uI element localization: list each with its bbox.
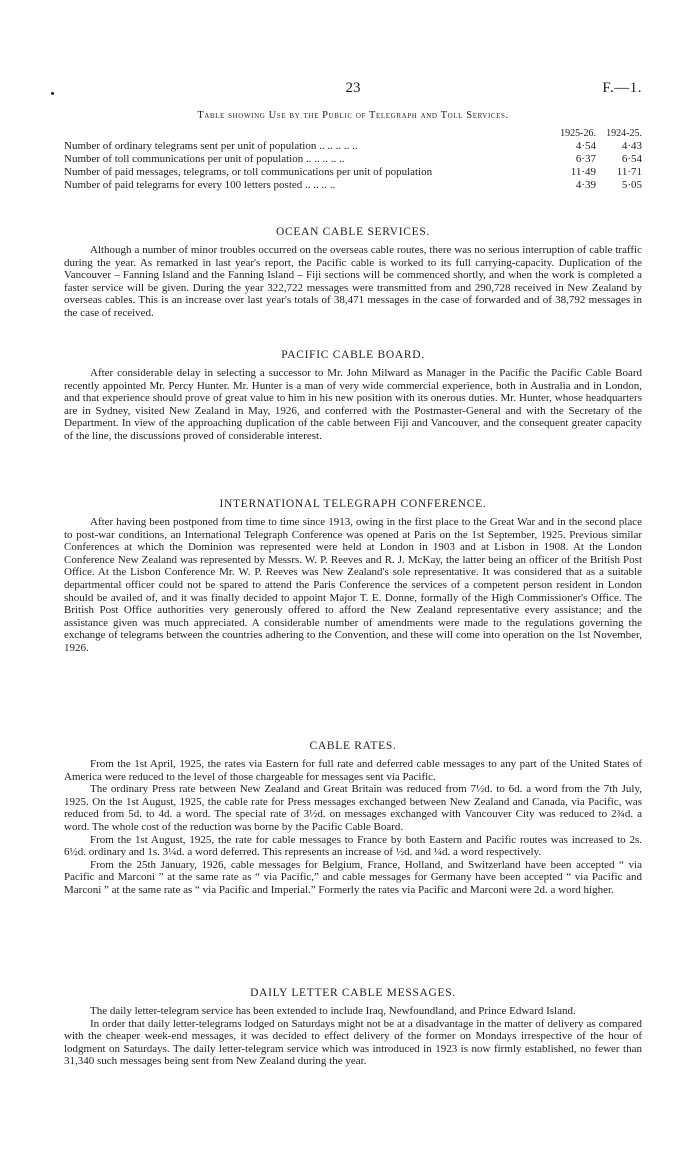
section-heading: DAILY LETTER CABLE MESSAGES. xyxy=(250,987,456,999)
row-value-1924-25: 11·71 xyxy=(616,166,642,178)
paragraph: After having been postponed from time to time since 1913, owing in the first place to the Great War and in the second place to post-war conditions, an International Telegraph Conference was opened at Paris on the 1st September, 1925. Previous similar Conferences at which the Dominion was represented were held at London in 1903 and at Lisbon in 1908. At the London Conference New Zealand was represented by Messrs. W. P. Reeves and R. J. McKay, the latter being an officer of the British Post Office. At the Lisbon Conference Mr. W. P. Reeves was New Zealand's sole representative. It was considered that as a suitable departmental officer could not be spared to attend the Paris Conference the services of a competent person resident in London should be availed of, and it was finally decided to appoint Major T. E. Donne, formally of the High Commissioner's Office. The British Post Office authorities very generously offered to afford the New Zealand representative every assistance; and the assistance given was much appreciated. A considerable number of amendments were made to the regulations governing the exchange of telegrams between the countries adhering to the Convention, and these will come into operation on the 1st November, 1926. xyxy=(64,516,642,654)
row-label: Number of toll communications per unit of population .. .. .. .. .. xyxy=(64,153,345,165)
row-value-1925-26: 4·39 xyxy=(575,179,596,191)
section-heading: OCEAN CABLE SERVICES. xyxy=(275,226,431,238)
paragraph: From the 1st August, 1925, the rate for cable messages to France by both Eastern and Pacific routes was increased to 2s. 6½d. ordinary and 1s. 3¼d. a word deferred. This represents an increase of ½d. and ¼d. a word respectively. xyxy=(64,833,642,859)
section-international-telegraph-conference xyxy=(64,498,642,655)
table-row xyxy=(64,140,642,153)
row-value-1924-25: 6·54 xyxy=(621,153,642,165)
row-label: Number of paid telegrams for every 100 letters posted .. .. .. .. xyxy=(64,179,336,191)
row-value-1925-26: 4·54 xyxy=(575,140,596,152)
paragraph: The ordinary Press rate between New Zealand and Great Britain was reduced from 7½d. to 6d. a word from the 7th July, 1925. On the 1st August, 1925, the cable rate for Press messages exchanged between New Zealand and Canada, via Pacific, was reduced from 5d. to 4d. a word. The special rate of 3½d. on messages exchanged with Vancouver City was reduced to 2¾d. a word. The whole cost of the reduction was borne by the Pacific Cable Board. xyxy=(64,783,642,833)
col-header-1925-26: 1925-26. xyxy=(560,128,596,139)
section-daily-letter-cable-messages xyxy=(64,987,642,1068)
table-row xyxy=(64,153,642,166)
row-label: Number of ordinary telegrams sent per unit of population .. .. .. .. .. xyxy=(64,140,358,152)
margin-mark xyxy=(51,92,54,95)
document-reference: F.—1. xyxy=(602,80,642,96)
section-ocean-cable-services xyxy=(64,226,642,320)
paragraph: The daily letter-telegram service has been extended to include Iraq, Newfoundland, and Prince Edward Island. xyxy=(90,1005,576,1017)
section-heading: CABLE RATES. xyxy=(309,740,397,752)
paragraph: From the 1st April, 1925, the rates via Eastern for full rate and deferred cable messages to any part of the United States of America were reduced to the level of those chargeable for messages sent via Pacific. xyxy=(64,758,642,783)
table-title: Table showing Use by the Public of Telegraph and Toll Services. xyxy=(197,110,509,121)
table-header-row xyxy=(64,127,642,140)
section-heading: PACIFIC CABLE BOARD. xyxy=(281,349,425,361)
table-row xyxy=(64,166,642,179)
paragraph: From the 25th January, 1926, cable messages for Belgium, France, Holland, and Switzerland have been accepted “ via Pacific and Marconi ” at the same rate as “ via Pacific,” and cable messages for Germany have been accepted “ via Pacific and Marconi ” at the same rate as “ via Pacific and Imperial.” Formerly the rates via Pacific and Marconi were 2d. a word higher. xyxy=(64,858,642,896)
usage-table xyxy=(64,127,642,192)
row-value-1925-26: 6·37 xyxy=(575,153,596,165)
page-number: 23 xyxy=(345,80,361,96)
paragraph: In order that daily letter-telegrams lodged on Saturdays might not be at a disadvantage in the matter of delivery as compared with the cheaper week-end messages, it was decided to effect delivery of the former on Mondays irrespective of the hour of lodgment on Saturdays. The daily letter-telegram service which was introduced in 1923 is now firmly established, no fewer than 31,340 such messages being sent from New Zealand during the year. xyxy=(64,1017,642,1068)
row-value-1924-25: 4·43 xyxy=(621,140,642,152)
row-value-1924-25: 5·05 xyxy=(621,179,642,191)
section-heading: INTERNATIONAL TELEGRAPH CONFERENCE. xyxy=(219,498,487,510)
section-pacific-cable-board xyxy=(64,349,642,443)
paragraph: Although a number of minor troubles occurred on the overseas cable routes, there was no serious interruption of cable traffic during the year. As remarked in last year's report, the Pacific cable is worked to its full carrying-capacity. Duplication of the Vancouver – Fanning Island and the Fanning Island – Fiji sections will be commenced shortly, and when the work is completed a faster service will be given. During the year 322,722 messages were transmitted from and 290,728 received in New Zealand by overseas cables. This is an increase over last year's totals of 38,471 messages in the case of forwarded and of 38,792 messages in the case of received. xyxy=(64,244,642,319)
row-value-1925-26: 11·49 xyxy=(570,166,596,178)
table-row xyxy=(64,179,642,192)
row-label: Number of paid messages, telegrams, or toll communications per unit of population xyxy=(64,166,433,178)
section-cable-rates xyxy=(64,740,642,897)
col-header-1924-25: 1924-25. xyxy=(606,128,642,139)
paragraph: After considerable delay in selecting a successor to Mr. John Milward as Manager in the Pacific the Pacific Cable Board recently appointed Mr. Percy Hunter. Mr. Hunter is a man of very wide commercial experience, both in Australia and in London, and that experience should prove of great value to him in his new position with its onerous duties. Mr. Hunter, whose headquarters are in Sydney, visited New Zealand in May, 1926, and conferred with the Postmaster-General and with the Secretary of the Department. In view of the approaching duplication of the cable between Fiji and Vancouver, and the consequent greater capacity of the line, the discussions proved of considerable interest. xyxy=(64,367,642,442)
